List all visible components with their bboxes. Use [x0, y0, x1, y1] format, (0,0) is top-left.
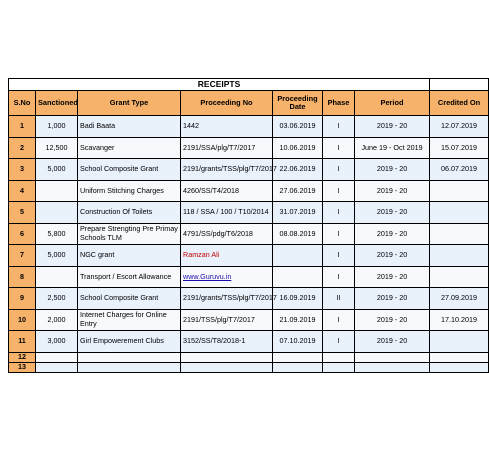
cell-sanctioned[interactable] [36, 362, 78, 372]
table-row [9, 266, 489, 288]
cell-sno[interactable]: 10 [9, 309, 36, 331]
cell-sanctioned[interactable] [36, 180, 78, 202]
cell-period[interactable]: June 19 - Oct 2019 [355, 137, 430, 159]
table-row [9, 202, 489, 224]
header-row [9, 91, 489, 116]
cell-period[interactable]: 2019 - 20 [355, 159, 430, 181]
cell-credited-on[interactable] [430, 331, 489, 353]
cell-proceeding-date[interactable]: 22.06.2019 [273, 159, 323, 181]
cell-proceeding-no[interactable]: www.Guruvu.in [181, 266, 273, 288]
table-row [9, 288, 489, 310]
cell-sanctioned[interactable]: 5,800 [36, 223, 78, 245]
cell-sno[interactable]: 5 [9, 202, 36, 224]
table-row [9, 352, 489, 362]
cell-proceeding-no[interactable]: 118 / SSA / 100 / T10/2014 [181, 202, 273, 224]
cell-proceeding-date[interactable] [273, 352, 323, 362]
cell-proceeding-date[interactable]: 08.08.2019 [273, 223, 323, 245]
cell-period[interactable]: 2019 - 20 [355, 266, 430, 288]
cell-proceeding-no[interactable]: 2191/TSS/plg/T7/2017 [181, 309, 273, 331]
cell-period[interactable]: 2019 - 20 [355, 245, 430, 267]
cell-period[interactable] [355, 362, 430, 372]
table-row [9, 245, 489, 267]
cell-sanctioned[interactable]: 5,000 [36, 245, 78, 267]
cell-proceeding-no[interactable]: 4260/SS/T4/2018 [181, 180, 273, 202]
table-row [9, 362, 489, 372]
cell-proceeding-date[interactable] [273, 266, 323, 288]
cell-credited-on[interactable] [430, 362, 489, 372]
cell-grant-type[interactable]: Girl Empowerement Clubs [78, 331, 181, 353]
cell-phase[interactable]: I [323, 309, 355, 331]
receipts-table [8, 78, 489, 373]
cell-proceeding-date[interactable]: 03.06.2019 [273, 116, 323, 138]
cell-sno[interactable]: 6 [9, 223, 36, 245]
cell-grant-type[interactable]: Transport / Escort Allowance [78, 266, 181, 288]
cell-sanctioned[interactable]: 1,000 [36, 116, 78, 138]
cell-proceeding-date[interactable]: 07.10.2019 [273, 331, 323, 353]
cell-credited-on[interactable] [430, 180, 489, 202]
table-title-blank[interactable] [430, 79, 489, 91]
cell-sno[interactable]: 2 [9, 137, 36, 159]
cell-proceeding-no[interactable] [181, 362, 273, 372]
cell-sno[interactable]: 4 [9, 180, 36, 202]
cell-grant-type[interactable]: Uniform Stitching Charges [78, 180, 181, 202]
cell-phase[interactable]: I [323, 159, 355, 181]
cell-proceeding-no[interactable]: 1442 [181, 116, 273, 138]
cell-credited-on[interactable] [430, 202, 489, 224]
header-phase[interactable]: Phase [323, 91, 355, 116]
cell-proceeding-date[interactable] [273, 245, 323, 267]
cell-credited-on[interactable] [430, 352, 489, 362]
cell-period[interactable]: 2019 - 20 [355, 116, 430, 138]
cell-credited-on[interactable]: 12.07.2019 [430, 116, 489, 138]
header-sanctioned[interactable]: Sanctioned [36, 91, 78, 116]
cell-grant-type[interactable] [78, 352, 181, 362]
table-row [9, 331, 489, 353]
cell-proceeding-no[interactable]: 4791/SS/pdg/T6/2018 [181, 223, 273, 245]
table-row [9, 159, 489, 181]
cell-proceeding-date[interactable]: 16.09.2019 [273, 288, 323, 310]
cell-proceeding-no[interactable]: 2191/SSA/plg/T7/2017 [181, 137, 273, 159]
cell-period[interactable] [355, 352, 430, 362]
cell-proceeding-no[interactable]: 2191/grants/TSS/plg/T7/2017 [181, 159, 273, 181]
cell-phase[interactable]: I [323, 202, 355, 224]
header-proceeding-no[interactable]: Proceeding No [181, 91, 273, 116]
cell-phase[interactable]: I [323, 223, 355, 245]
cell-phase[interactable]: I [323, 331, 355, 353]
cell-period[interactable]: 2019 - 20 [355, 309, 430, 331]
cell-phase[interactable]: I [323, 180, 355, 202]
cell-grant-type[interactable]: School Composite Grant [78, 288, 181, 310]
table-row [9, 116, 489, 138]
cell-phase[interactable]: II [323, 288, 355, 310]
cell-grant-type[interactable]: Prepare Strengting Pre Primay Schools TLM [78, 223, 181, 245]
table-row [9, 180, 489, 202]
cell-grant-type[interactable]: NGC grant [78, 245, 181, 267]
cell-phase[interactable]: I [323, 137, 355, 159]
cell-sno[interactable]: 1 [9, 116, 36, 138]
cell-phase[interactable] [323, 352, 355, 362]
cell-proceeding-date[interactable]: 27.06.2019 [273, 180, 323, 202]
cell-period[interactable]: 2019 - 20 [355, 288, 430, 310]
cell-credited-on[interactable] [430, 266, 489, 288]
cell-sanctioned[interactable]: 2,500 [36, 288, 78, 310]
cell-sanctioned[interactable] [36, 202, 78, 224]
cell-credited-on[interactable] [430, 245, 489, 267]
cell-phase[interactable]: I [323, 245, 355, 267]
cell-grant-type[interactable]: Scavanger [78, 137, 181, 159]
cell-grant-type[interactable]: Internet Charges for Online Entry [78, 309, 181, 331]
cell-proceeding-date[interactable]: 31.07.2019 [273, 202, 323, 224]
cell-grant-type[interactable] [78, 362, 181, 372]
cell-proceeding-no[interactable] [181, 352, 273, 362]
cell-sno[interactable]: 8 [9, 266, 36, 288]
cell-sanctioned[interactable]: 5,000 [36, 159, 78, 181]
table-title[interactable]: RECEIPTS [9, 79, 430, 91]
cell-sno[interactable]: 7 [9, 245, 36, 267]
cell-proceeding-date[interactable]: 21.09.2019 [273, 309, 323, 331]
cell-sanctioned[interactable]: 2,000 [36, 309, 78, 331]
cell-credited-on[interactable]: 15.07.2019 [430, 137, 489, 159]
cell-credited-on[interactable] [430, 223, 489, 245]
header-grant-type[interactable]: Grant Type [78, 91, 181, 116]
spreadsheet [8, 78, 481, 373]
header-sno[interactable]: S.No [9, 91, 36, 116]
cell-credited-on[interactable]: 06.07.2019 [430, 159, 489, 181]
cell-period[interactable]: 2019 - 20 [355, 180, 430, 202]
cell-sno[interactable]: 9 [9, 288, 36, 310]
cell-sanctioned[interactable] [36, 266, 78, 288]
cell-proceeding-date[interactable] [273, 362, 323, 372]
cell-period[interactable]: 2019 - 20 [355, 331, 430, 353]
cell-sno[interactable]: 13 [9, 362, 36, 372]
cell-phase[interactable] [323, 362, 355, 372]
cell-sanctioned[interactable]: 3,000 [36, 331, 78, 353]
cell-credited-on[interactable]: 27.09.2019 [430, 288, 489, 310]
cell-period[interactable]: 2019 - 20 [355, 223, 430, 245]
cell-sanctioned[interactable]: 12,500 [36, 137, 78, 159]
cell-grant-type[interactable]: Construction Of Toilets [78, 202, 181, 224]
cell-proceeding-date[interactable]: 10.06.2019 [273, 137, 323, 159]
cell-sno[interactable]: 3 [9, 159, 36, 181]
cell-period[interactable]: 2019 - 20 [355, 202, 430, 224]
header-period[interactable]: Period [355, 91, 430, 116]
cell-sanctioned[interactable] [36, 352, 78, 362]
cell-proceeding-no[interactable]: 2191/grants/TSS/plg/T7/2017 [181, 288, 273, 310]
cell-sno[interactable]: 12 [9, 352, 36, 362]
cell-sno[interactable]: 11 [9, 331, 36, 353]
cell-grant-type[interactable]: School Composite Grant [78, 159, 181, 181]
cell-phase[interactable]: I [323, 116, 355, 138]
header-credited-on[interactable]: Credited On [430, 91, 489, 116]
table-row [9, 223, 489, 245]
cell-grant-type[interactable]: Badi Baata [78, 116, 181, 138]
cell-proceeding-no[interactable]: Ramzan Ali [181, 245, 273, 267]
cell-proceeding-no[interactable]: 3152/SS/T8/2018-1 [181, 331, 273, 353]
header-proceeding-date[interactable]: Proceeding Date [273, 91, 323, 116]
cell-phase[interactable]: I [323, 266, 355, 288]
cell-credited-on[interactable]: 17.10.2019 [430, 309, 489, 331]
table-row [9, 309, 489, 331]
table-row [9, 137, 489, 159]
